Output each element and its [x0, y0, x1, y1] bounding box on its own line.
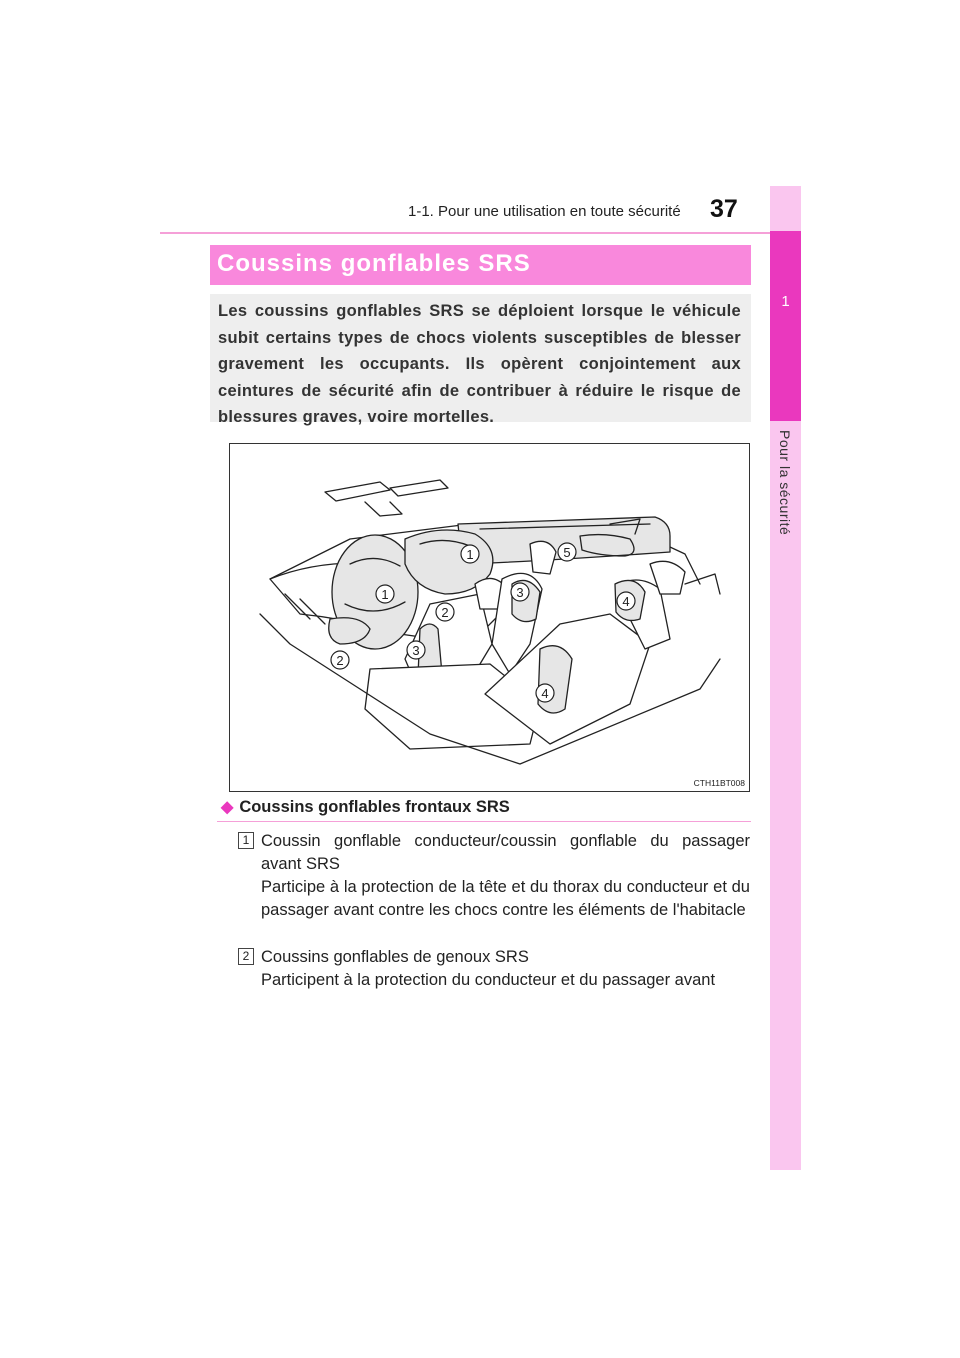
callout-1-upper [461, 545, 479, 563]
item-number-badge: 1 [238, 832, 254, 849]
subsection-title-text: Coussins gonflables frontaux SRS [239, 798, 510, 816]
chapter-side-tab-marker [770, 231, 801, 421]
svg-text:2: 2 [441, 605, 449, 620]
svg-text:4: 4 [622, 594, 630, 609]
intro-text: Les coussins gonflables SRS se déploient lorsque le véhicule subit certains types de chocs violents susceptibles de blesser gravement les occupants. Ils opèrent conjointement aux ceintures de sécurité afin de contribuer à réduire le risque de blessures graves, voire mortelles. [218, 302, 741, 426]
callout-4-lower [536, 684, 554, 702]
chapter-number: 1 [781, 293, 790, 310]
header-rule [160, 232, 800, 234]
svg-text:3: 3 [412, 643, 420, 658]
car-interior-illustration [230, 444, 750, 792]
svg-text:3: 3 [516, 585, 524, 600]
list-item [238, 830, 750, 922]
running-head: 1-1. Pour une utilisation en toute sécurité [408, 203, 681, 220]
airbag-illustration [229, 443, 750, 792]
section-title-bar [210, 245, 751, 285]
figure-code: CTH11BT008 [693, 778, 745, 788]
chapter-label: Pour la sécurité [777, 430, 793, 536]
item-title: Coussin gonflable conducteur/coussin gonflable du passager avant SRS [261, 832, 750, 873]
item-description: Participent à la protection du conducteur et du passager avant [261, 971, 716, 989]
subsection-title [221, 797, 510, 817]
callout-3-left [407, 641, 425, 659]
item-title: Coussins gonflables de genoux SRS [261, 948, 529, 966]
svg-text:4: 4 [541, 686, 549, 701]
callout-1-lower [376, 585, 394, 603]
svg-text:2: 2 [336, 653, 344, 668]
svg-text:5: 5 [563, 545, 571, 560]
item-number-badge: 2 [238, 948, 254, 965]
diamond-bullet-icon: ◆ [221, 799, 234, 816]
callout-2-upper [436, 603, 454, 621]
section-title: Coussins gonflables SRS [217, 250, 531, 277]
callout-3-right [511, 583, 529, 601]
list-item [238, 946, 750, 992]
svg-text:1: 1 [381, 587, 389, 602]
item-description: Participe à la protection de la tête et du thorax du conducteur et du passager avant contre les chocs contre les éléments de l'habitacle [261, 878, 750, 919]
intro-box [210, 294, 751, 426]
callout-5 [558, 543, 576, 561]
svg-text:1: 1 [466, 547, 474, 562]
page-number: 37 [710, 195, 738, 223]
subsection-rule [217, 821, 751, 822]
callout-4-upper [617, 592, 635, 610]
callout-2-lower [331, 651, 349, 669]
